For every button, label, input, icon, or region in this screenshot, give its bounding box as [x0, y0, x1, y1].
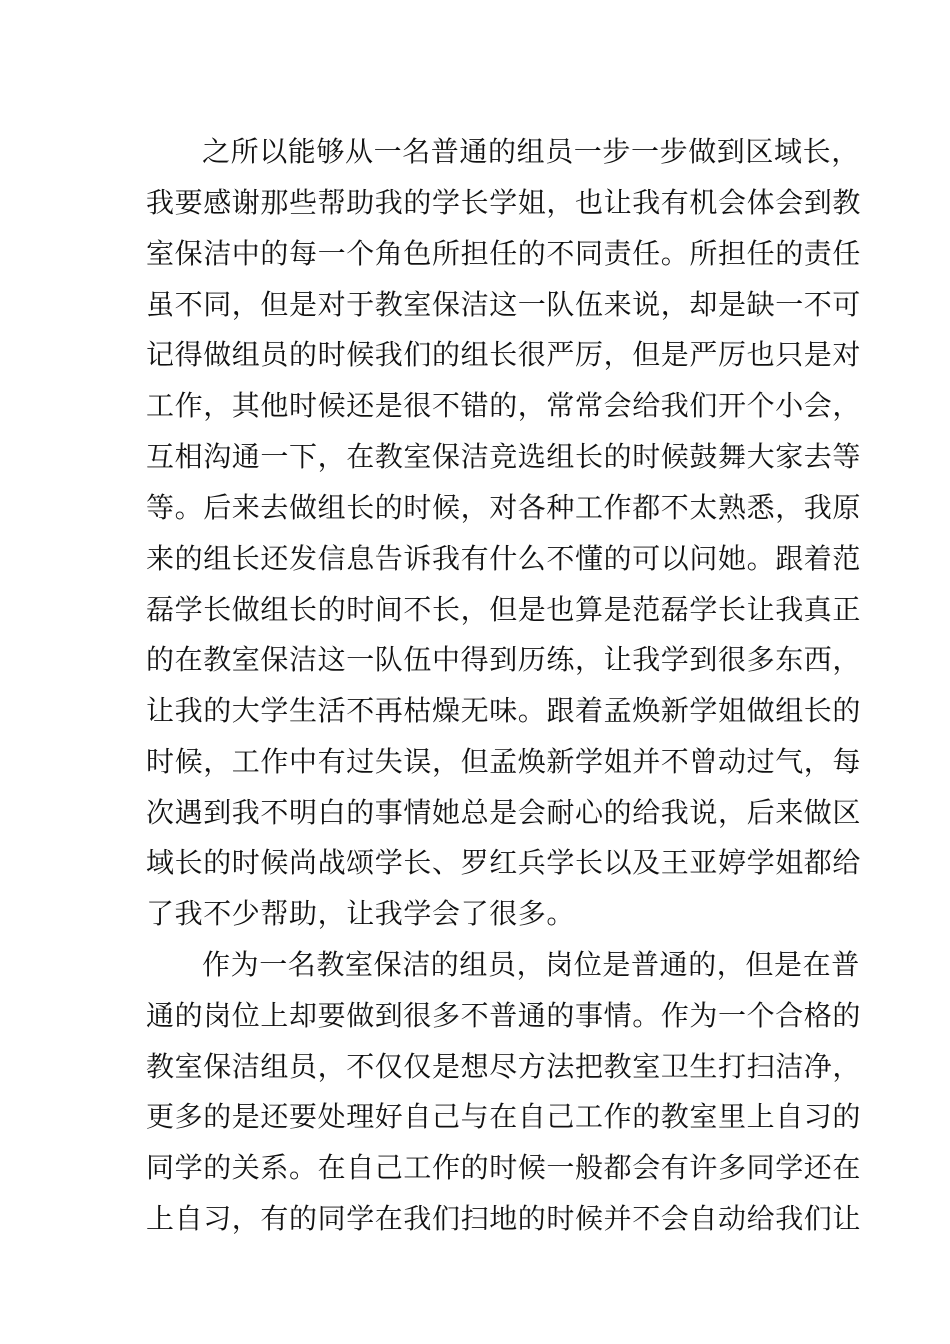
paragraph-1-line-2: 我要感谢那些帮助我的学长学姐，也让我有机会体会到教: [146, 186, 862, 219]
paragraph-3-line-3: 教室保洁组员，不仅仅是想尽方法把教室卫生打扫洁净，: [146, 1050, 862, 1083]
paragraph-3-line-6: 上自习，有的同学在我们扫地的时候并不会自动给我们让: [146, 1202, 862, 1235]
paragraph-2-line-7: 的在教室保洁这一队伍中得到历练，让我学到很多东西，: [146, 643, 862, 676]
paragraph-2-line-10: 次遇到我不明白的事情她总是会耐心的给我说，后来做区: [146, 796, 862, 829]
paragraph-3-line-2: 通的岗位上却要做到很多不普通的事情。作为一个合格的: [146, 999, 862, 1032]
paragraph-2-line-4: 等。后来去做组长的时候，对各种工作都不太熟悉，我原: [146, 491, 862, 524]
paragraph-1-line-3: 室保洁中的每一个角色所担任的不同责任。所担任的责任: [146, 237, 862, 270]
paragraph-2-line-11: 域长的时候尚战颂学长、罗红兵学长以及王亚婷学姐都给: [146, 846, 862, 879]
paragraph-3-line-5: 同学的关系。在自己工作的时候一般都会有许多同学还在: [146, 1151, 862, 1184]
paragraph-2-line-9: 时候，工作中有过失误，但孟焕新学姐并不曾动过气，每: [146, 745, 862, 778]
paragraph-2-line-2: 工作，其他时候还是很不错的，常常会给我们开个小会，: [146, 389, 862, 422]
paragraph-2-line-8: 让我的大学生活不再枯燥无味。跟着孟焕新学姐做组长的: [146, 694, 862, 727]
paragraph-2-line-3: 互相沟通一下，在教室保洁竞选组长的时候鼓舞大家去等: [146, 440, 862, 473]
paragraph-3-line-1: 作为一名教室保洁的组员，岗位是普通的，但是在普: [202, 948, 860, 981]
paragraph-2-line-12: 了我不少帮助，让我学会了很多。: [146, 897, 576, 930]
paragraph-3-line-4: 更多的是还要处理好自己与在自己工作的教室里上自习的: [146, 1100, 862, 1133]
paragraph-2-line-1: 记得做组员的时候我们的组长很严厉，但是严厉也只是对: [146, 338, 862, 371]
paragraph-2-line-6: 磊学长做组长的时间不长，但是也算是范磊学长让我真正: [146, 593, 862, 626]
paragraph-1-line-1: 之所以能够从一名普通的组员一步一步做到区域长，: [202, 135, 860, 168]
paragraph-2-line-5: 来的组长还发信息告诉我有什么不懂的可以问她。跟着范: [146, 542, 862, 575]
paragraph-1-line-4: 虽不同，但是对于教室保洁这一队伍来说，却是缺一不可: [146, 288, 862, 321]
